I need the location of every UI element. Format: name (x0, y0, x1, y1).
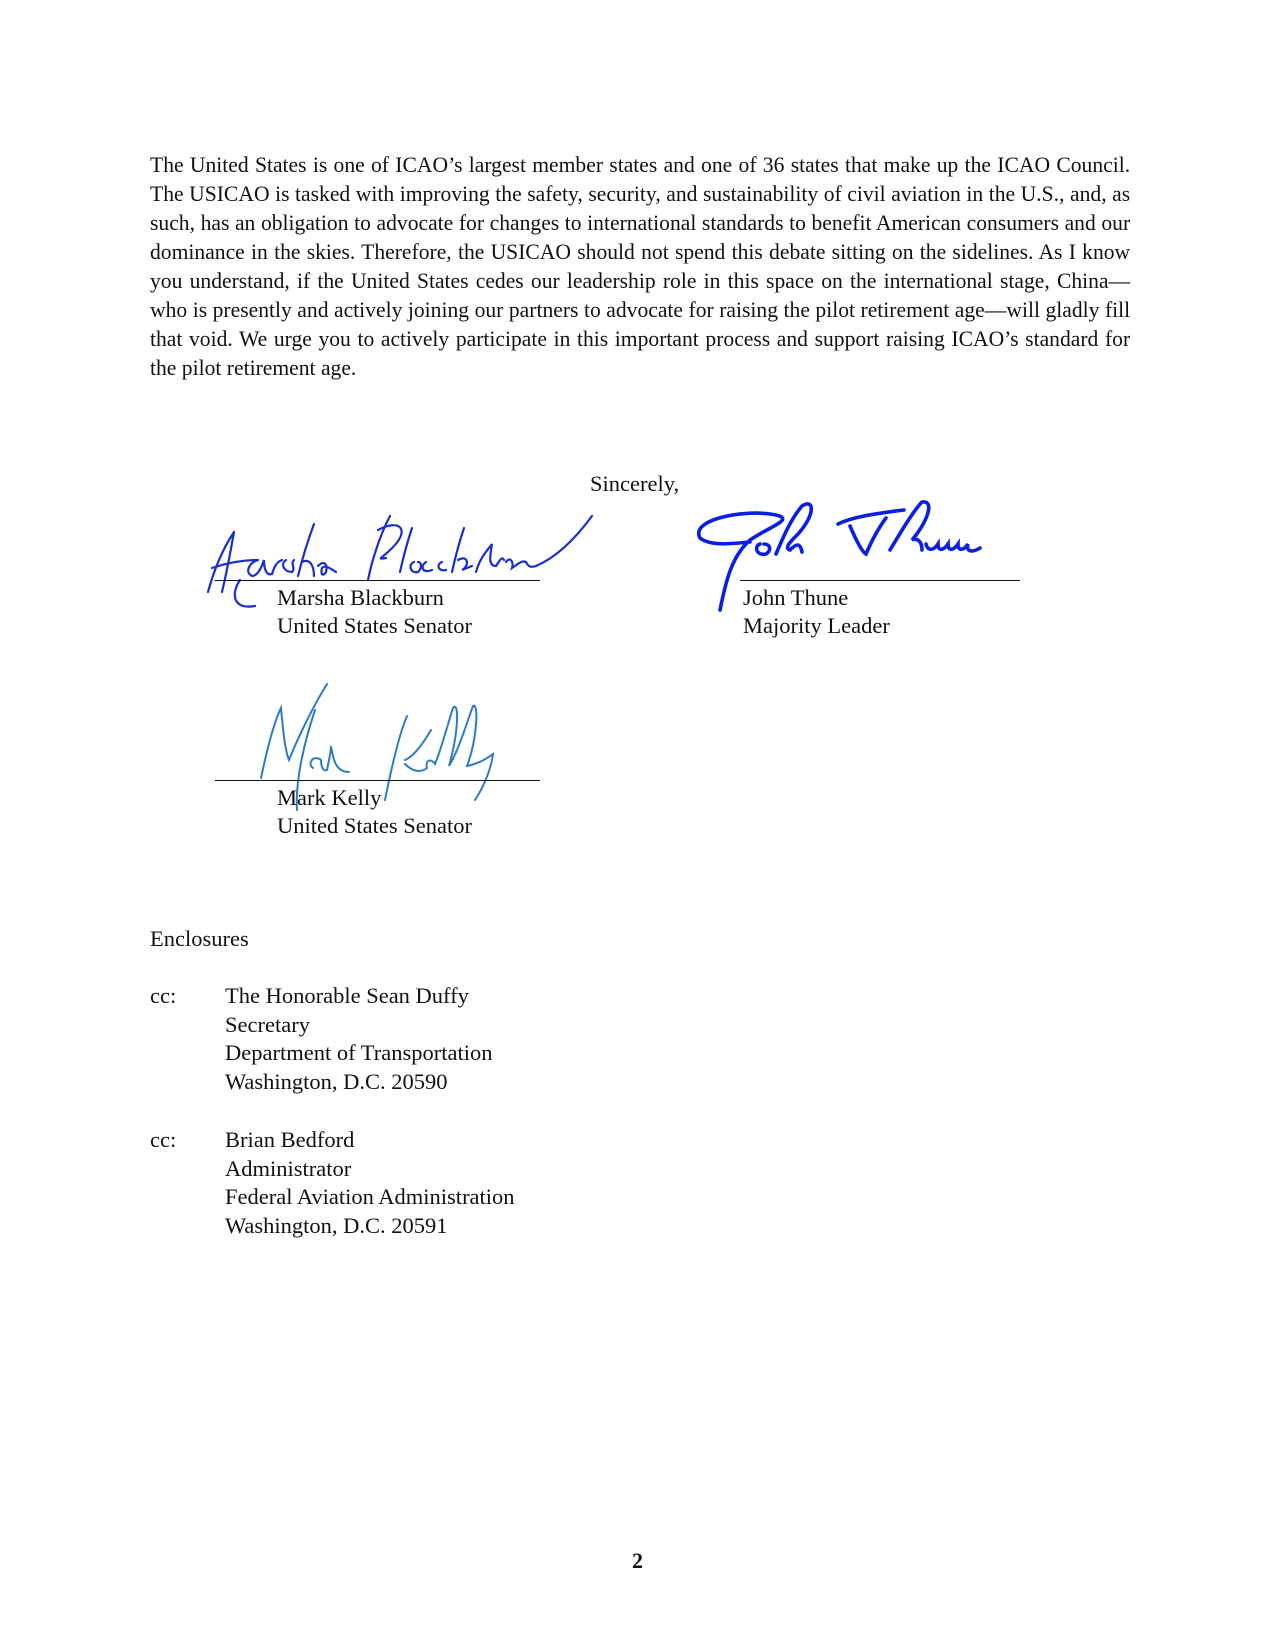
signature-thune-icon (690, 500, 1010, 620)
cc-recipient-duffy (225, 982, 492, 1096)
cc-line: Brian Bedford (225, 1127, 355, 1152)
cc-line: Secretary (225, 1011, 310, 1037)
cc-recipient-bedford (225, 1126, 515, 1240)
cc-label: cc: (150, 1127, 177, 1152)
signatory-name: Marsha Blackburn (277, 585, 444, 610)
signature-line-kelly (215, 780, 540, 781)
cc-line: Washington, D.C. 20591 (225, 1212, 448, 1238)
cc-line: The Honorable Sean Duffy (225, 983, 469, 1008)
page-number: 2 (632, 1548, 643, 1573)
signatory-name: Mark Kelly (277, 785, 382, 810)
cc-line: Federal Aviation Administration (225, 1184, 515, 1209)
signatory-title: United States Senator (277, 813, 472, 838)
signature-line-blackburn (215, 580, 540, 581)
signatory-name: John Thune (743, 585, 849, 610)
cc-label: cc: (150, 983, 177, 1008)
closing: Sincerely, (590, 471, 680, 496)
cc-line: Administrator (225, 1155, 352, 1181)
cc-line: Washington, D.C. 20590 (225, 1068, 448, 1094)
signature-line-thune (740, 580, 1020, 581)
signatory-title: Majority Leader (743, 613, 890, 638)
body-paragraph: The United States is one of ICAO’s largest member states and one of 36 states that make up the ICAO Council. The USICAO is tasked with improving the safety, security, and sustainability of civil aviation in the U.S., and, as such, has an obligation to advocate for changes to international standards to benefit American consumers and our dominance in the skies. Therefore, the USICAO should not spend this debate sitting on the sidelines. As I know you understand, if the United States cedes our leadership role in this space on the international stage, China—who is presently and actively joining our partners to advocate for raising the pilot retirement age—will gladly fill that void. We urge you to actively participate in this important process and support raising ICAO’s standard for the pilot retirement age. (150, 152, 1131, 380)
enclosures-label: Enclosures (150, 926, 249, 951)
signatory-title: United States Senator (277, 613, 472, 638)
cc-line: Department of Transportation (225, 1040, 493, 1065)
